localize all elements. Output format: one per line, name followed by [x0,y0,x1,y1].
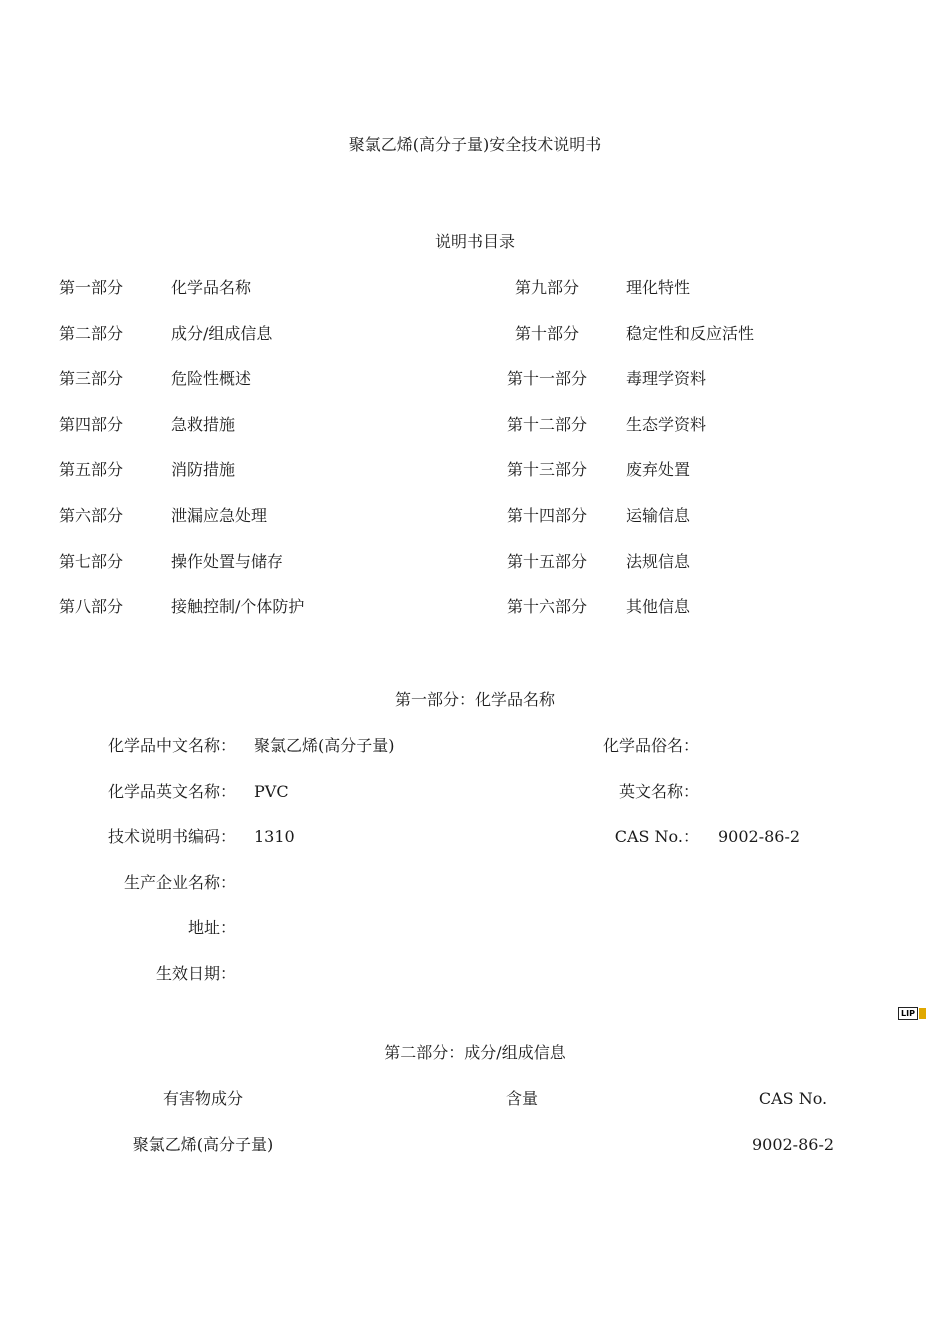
cas-value: 9002-86-2 [718,827,801,846]
toc-item-name: 消防措施 [171,460,236,479]
toc-item-part: 第二部分 [59,324,124,343]
cn-name-label: 化学品中文名称： [107,736,236,755]
cas-label: CAS No.： [614,827,699,846]
toc-item-part: 第十二部分 [506,415,588,434]
en-name-value: PVC [254,782,289,801]
cn-name-value: 聚氯乙烯(高分子量) [254,736,395,755]
toc-item-name: 稳定性和反应活性 [626,324,755,343]
toc-item-part: 第五部分 [59,460,124,479]
col-header-content: 含量 [505,1089,539,1108]
effective-date-label: 生效日期： [155,964,236,983]
toc-item-part: 第十六部分 [506,597,588,616]
code-value: 1310 [254,827,295,846]
toc-item-name: 其他信息 [626,597,691,616]
section1-heading: 第一部分：化学品名称 [394,690,556,709]
toc-item-part: 第七部分 [59,552,124,571]
section2-heading: 第二部分：成分/组成信息 [384,1043,566,1062]
en-name-label: 化学品英文名称： [107,782,236,801]
toc-item-part: 第九部分 [514,278,580,297]
toc-item-name: 泄漏应急处理 [171,506,268,525]
toc-item-name: 生态学资料 [626,415,707,434]
toc-item-part: 第四部分 [59,415,124,434]
toc-item-part: 第一部分 [59,278,124,297]
lip-logo [898,1007,926,1019]
toc-item-name: 操作处置与储存 [171,552,284,571]
toc-item-name: 接触控制/个体防护 [171,597,305,616]
toc-item-name: 毒理学资料 [626,369,707,388]
row-component: 聚氯乙烯(高分子量) [132,1135,274,1154]
toc-heading: 说明书目录 [434,232,516,251]
toc-item-name: 理化特性 [626,278,691,297]
row-cas: 9002-86-2 [751,1135,835,1154]
col-header-cas: CAS No. [758,1089,828,1108]
toc-item-name: 急救措施 [171,415,236,434]
address-label: 地址： [187,918,236,937]
toc-item-name: 法规信息 [626,552,691,571]
col-header-component: 有害物成分 [162,1089,244,1108]
toc-item-name: 成分/组成信息 [171,324,273,343]
lip-logo-text: LIP [898,1007,918,1020]
toc-item-part: 第十三部分 [506,460,588,479]
toc-item-part: 第十部分 [514,324,580,343]
toc-item-name: 危险性概述 [171,369,252,388]
page-title: 聚氯乙烯(高分子量)安全技术说明书 [348,135,602,154]
toc-item-name: 化学品名称 [171,278,252,297]
lip-logo-mark-icon [919,1008,926,1019]
common-name-label: 化学品俗名： [602,736,699,755]
toc-item-part: 第三部分 [59,369,124,388]
toc-item-part: 第六部分 [59,506,124,525]
toc-item-part: 第十一部分 [506,369,588,388]
toc-item-name: 废弃处置 [626,460,691,479]
code-label: 技术说明书编码： [107,827,236,846]
manufacturer-label: 生产企业名称： [123,873,236,892]
toc-item-part: 第八部分 [59,597,124,616]
en-name2-label: 英文名称： [618,782,699,801]
toc-item-part: 第十四部分 [506,506,588,525]
toc-item-name: 运输信息 [626,506,691,525]
toc-item-part: 第十五部分 [506,552,588,571]
